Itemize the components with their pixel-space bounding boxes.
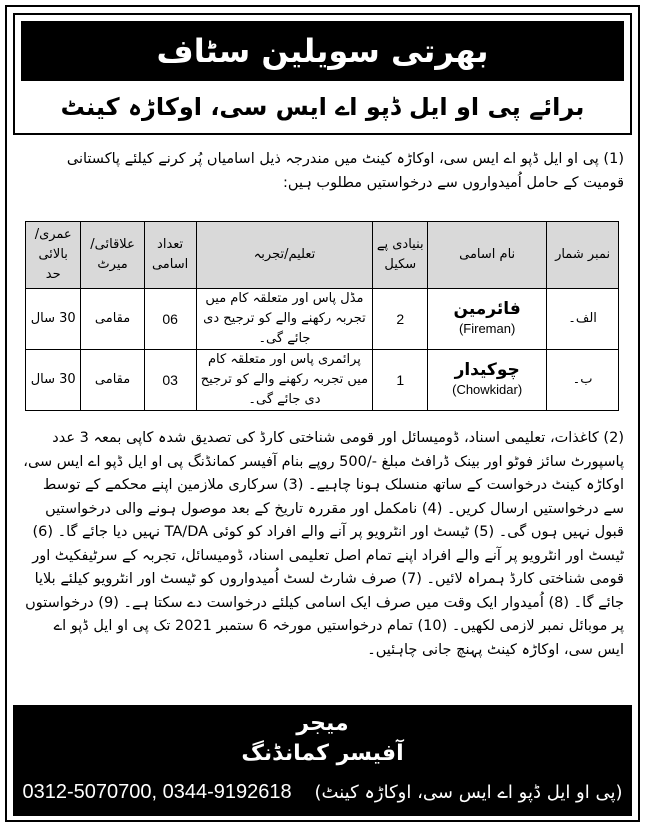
row-merit: مقامی [81, 289, 144, 350]
post-english: (Fireman) [458, 321, 516, 336]
row-merit: مقامی [81, 350, 144, 411]
header-box [13, 13, 632, 135]
header-post: نام اسامی [428, 222, 547, 289]
advertisement-page [5, 5, 640, 822]
row-serial: الف۔ [547, 289, 619, 350]
row-serial: ب۔ [547, 350, 619, 411]
footer-box [13, 705, 632, 816]
row-count: 03 [144, 350, 196, 411]
row-post [428, 350, 547, 411]
officer-title: آفیسر کمانڈنگ [241, 741, 404, 766]
row-qualification: پرائمری پاس اور متعلقہ کام میں تجربہ رکھنے والے کو ترجیح دی جائے گی۔ [196, 350, 373, 411]
post-urdu: چوکیدار [454, 360, 520, 380]
contact-line [13, 781, 632, 804]
table-header-row [26, 222, 619, 289]
phone-numbers: 0312-5070700, 0344-9192618 [22, 781, 292, 803]
row-qualification: مڈل پاس اور متعلقہ کام میں تجربہ رکھنے والے کو ترجیح دی جائے گی۔ [196, 289, 373, 350]
header-count: تعداد اسامی [144, 222, 196, 289]
row-post [428, 289, 547, 350]
header-serial: نمبر شمار [547, 222, 619, 289]
post-english: (Chowkidar) [452, 382, 523, 397]
header-age: عمری/ بالائی حد [26, 222, 81, 289]
row-count: 06 [144, 289, 196, 350]
table-row [26, 350, 619, 411]
row-scale: 1 [373, 350, 428, 411]
header-merit: علاقائی/ میرٹ [81, 222, 144, 289]
page-subtitle: برائے پی او ایل ڈپو اے ایس سی، اوکاڑہ کینٹ [60, 93, 585, 121]
posts-table [25, 221, 619, 411]
office-address: (پی او ایل ڈپو اے ایس سی، اوکاڑہ کینٹ) [314, 782, 623, 803]
row-age: 30 سال [26, 350, 81, 411]
header-qualification: تعلیم/تجربہ [196, 222, 373, 289]
row-age: 30 سال [26, 289, 81, 350]
intro-paragraph: (1) پی او ایل ڈپو اے ایس سی، اوکاڑہ کینٹ میں مندرجہ ذیل اسامیاں پُر کرنے کیلئے پاکستانی قومیت کے حامل اُمیدواروں سے درخواستیں مطلوب ہیں: [66, 151, 624, 191]
page-title: بھرتی سویلین سٹاف [21, 21, 624, 81]
table-row [26, 289, 619, 350]
post-urdu: فائرمین [453, 299, 521, 319]
row-scale: 2 [373, 289, 428, 350]
instructions-paragraph: (2) کاغذات، تعلیمی اسناد، ڈومیسائل اور قومی شناختی کارڈ کی تصدیق شدہ کاپی بمعہ 3 عدد پاسپورٹ سائز فوٹو اور بینک ڈرافٹ مبلغ -/500 روپے بنام آفیسر کمانڈنگ پی او ایل ڈپو اے ایس سی، اوکاڑہ کینٹ درخواست کے ساتھ منسلک ہونا چاہیے۔ (3) سرکاری ملازمین اپنے محکمے کے توسط سے درخواستیں ارسال کریں۔ (4) نامکمل اور مقررہ تاریخ کے بعد موصول ہونے والی درخواستیں قبول نہیں ہوں گی۔ (5) ٹیسٹ اور انٹرویو پر آنے والے افراد کو کوئی TA/DA نہیں دیا جائے گا۔ (6) ٹیسٹ اور انٹرویو پر آنے والے افراد اپنے تمام اصل تعلیمی اسناد، ڈومیسائل، تجربہ کے سرٹیفکیٹ اور قومی شناختی کارڈ ہمراہ لائیں۔ (7) صرف شارٹ لسٹ اُمیدواروں کو ٹیسٹ اور انٹرویو کیلئے بلایا جائے گا۔ (8) اُمیدوار ایک وقت میں صرف ایک اسامی کیلئے درخواست دے سکتا ہے۔ (9) درخواستوں پر موبائل نمبر لازمی لکھیں۔ (10) تمام درخواستیں مورخہ 6 ستمبر 2021 تک پی او ایل ڈپو اے ایس سی، اوکاڑہ کینٹ پہنچ جانی چاہئیں۔ [23, 430, 624, 658]
header-scale: بنیادی پے سکیل [373, 222, 428, 289]
officer-rank: میجر [296, 711, 349, 736]
